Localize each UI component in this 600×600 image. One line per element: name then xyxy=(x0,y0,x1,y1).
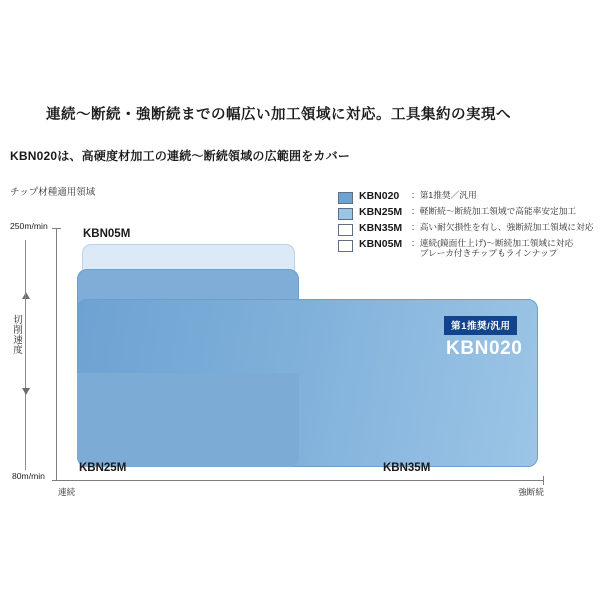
page-subheadline: KBN020は、高硬度材加工の連続〜断続領域の広範囲をカバー xyxy=(10,149,351,163)
x-axis-right-label: 強断続 xyxy=(518,487,544,497)
legend-swatch-icon xyxy=(338,208,353,220)
legend-description-line1: ：連続(鏡面仕上げ)〜断続加工領域に対応 xyxy=(411,238,574,248)
y-axis-tick-min xyxy=(52,480,61,481)
y-axis-title: 切削速度 xyxy=(13,315,23,356)
region-label-kbn05m: KBN05M xyxy=(83,228,131,240)
legend-swatch-icon xyxy=(338,192,353,204)
legend-item-kbn25m xyxy=(338,206,592,220)
legend-item-kbn020 xyxy=(338,190,592,204)
legend-label: KBN05M xyxy=(359,238,403,250)
y-axis-line xyxy=(56,228,57,481)
y-axis-min-label: 80m/min xyxy=(12,471,45,481)
chart-caption: チップ材種適用領域 xyxy=(10,187,96,198)
page-headline: 連続〜断続・強断続までの幅広い加工領域に対応。工具集約の実現へ xyxy=(46,107,511,123)
x-axis-line xyxy=(56,480,544,481)
x-axis-left-label: 連続 xyxy=(58,487,76,497)
legend-label: KBN020 xyxy=(359,190,400,202)
legend-label: KBN35M xyxy=(359,222,403,234)
legend-description: ：高い耐欠損性を有し、強断続加工領域に対応 xyxy=(411,222,594,232)
region-kbn25m-overlap xyxy=(77,373,299,467)
region-label-kbn020: KBN020 xyxy=(446,338,523,359)
arrow-up-icon xyxy=(22,292,30,299)
legend-description-line2: ブレーカ付きチップもラインナップ xyxy=(411,248,558,259)
legend-description: ：第1推奨／汎用 xyxy=(411,190,477,200)
status-badge: 第1推奨/汎用 xyxy=(444,316,517,335)
y-axis-direction-bar xyxy=(25,240,26,470)
region-label-kbn25m: KBN25M xyxy=(79,462,127,474)
legend-description: ：軽断続〜断続加工領域で高能率安定加工 xyxy=(411,206,577,216)
y-axis-tick-max xyxy=(52,228,61,229)
x-axis-tick-right xyxy=(543,476,544,485)
y-axis-max-label: 250m/min xyxy=(10,221,48,231)
region-label-kbn35m: KBN35M xyxy=(383,462,431,474)
arrow-down-icon xyxy=(22,388,30,395)
legend-label: KBN25M xyxy=(359,206,403,218)
